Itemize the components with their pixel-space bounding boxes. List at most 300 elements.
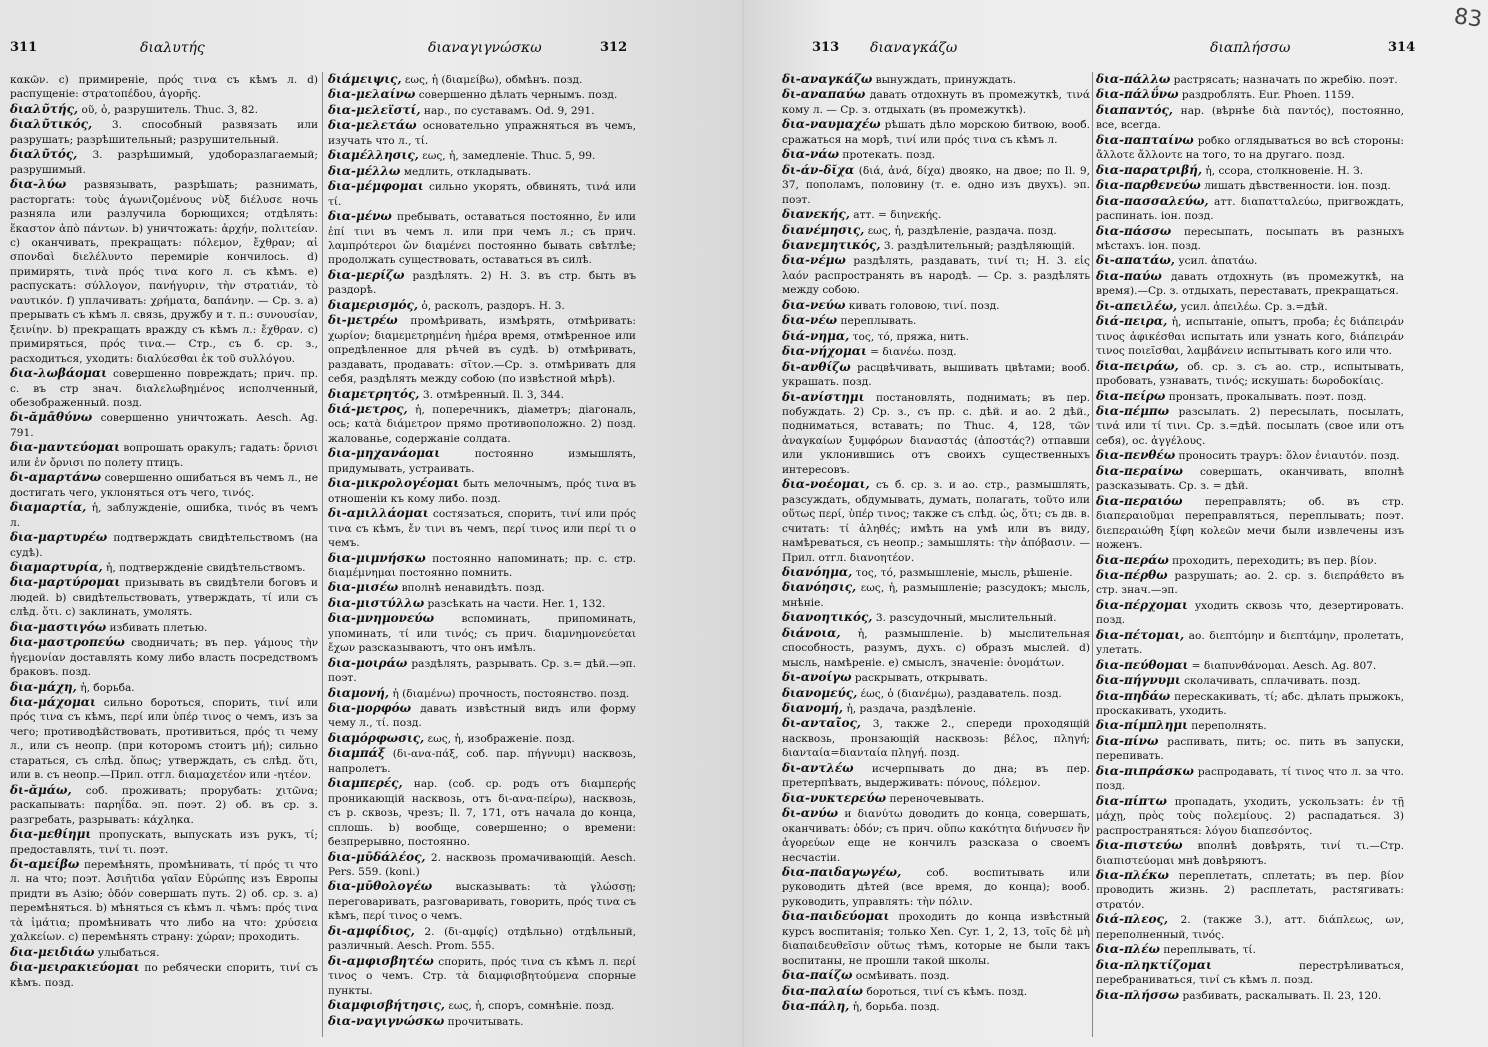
dictionary-entry: [328, 580, 636, 595]
entry-headword: διά-μετρος,: [328, 401, 408, 416]
dictionary-entry: [1096, 87, 1404, 102]
entry-headword: δια-πέμπω: [1096, 403, 1170, 418]
dictionary-entry: [328, 1014, 636, 1029]
entry-headword: δια-πίπτω: [1096, 793, 1167, 808]
entry-headword: δια-περάω: [1096, 552, 1169, 567]
entry-headword: διαμπάξ: [328, 746, 385, 761]
dictionary-entry: [10, 147, 318, 177]
entry-headword: δια-πέρθω: [1096, 567, 1168, 582]
entry-headword: δι-αμείβω: [10, 857, 80, 872]
dictionary-entry: [328, 118, 636, 148]
dictionary-entry: [782, 909, 1090, 968]
entry-headword: δια-πιπράσκω: [1096, 763, 1194, 778]
dictionary-entry: [1096, 314, 1404, 358]
dictionary-column-2: [328, 72, 636, 1042]
entry-definition: об. ср. з. съ ао. стр., испытывать, пробовать, узнавать, τινός; искушать: δωροδοκίαις.: [1096, 360, 1404, 388]
entry-headword: δι-μετρέω: [328, 313, 398, 328]
entry-headword: δια-μάχομαι: [10, 695, 96, 710]
entry-definition: состязаться, спорить, τινί или πρός τινα съ кѣмъ, ἔν τινι въ чемъ, περί τινος или περί τι о чемъ.: [328, 508, 636, 550]
entry-definition: 2. (также 3.), атт. διάπλεως, ων, переполненный, τινός.: [1096, 914, 1404, 941]
dictionary-entry: [10, 945, 318, 960]
dictionary-entry: [782, 806, 1090, 865]
entry-definition: атт. = διηνεκής.: [853, 209, 942, 222]
dictionary-entry: [1096, 448, 1404, 463]
entry-headword: διαμπερές,: [328, 776, 403, 791]
entry-headword: διά-νημα,: [782, 328, 850, 343]
entry-headword: δια-νέμω: [782, 253, 846, 268]
entry-definition: рѣшать дѣло морскою битвою, вооб. сражаться на морѣ, τινί или πρός τινα съ кѣмъ л.: [782, 119, 1090, 146]
entry-headword: δια-πασσαλεύω,: [1096, 193, 1209, 208]
dictionary-entry: [782, 716, 1090, 760]
entry-definition: перестрѣливаться, перебраниваться, τινί съ кѣмъ л. позд.: [1096, 959, 1404, 987]
entry-definition: кивать головою, τινί. позд.: [848, 299, 1000, 312]
entry-definition: сводничать; въ пер. γάμους τὴν ἡγεμονίαν доставлять кому либо власть посредствомъ браковъ. позд.: [10, 637, 318, 679]
dictionary-entry: [782, 360, 1090, 390]
dictionary-entry: [328, 164, 636, 179]
entry-definition: избивать плетью.: [109, 621, 208, 634]
entry-headword: δια-νοέομαι,: [782, 477, 870, 492]
dictionary-entry: [328, 402, 636, 446]
entry-headword: δια-μαρτυρέω: [10, 530, 108, 545]
entry-definition: 3. разрѣшимый, удоборазлагаемый; разрушимый.: [10, 149, 318, 176]
entry-definition: сильно бороться, спорить, τινί или πρός τινα съ кѣмъ, περί или ὑπέρ τινος о чемъ, изъ за чего; противодѣйствовать, противиться, πρός τι чему л., или съ неопр. (при которомъ стоитъ μή); сильно стараться, съ слѣд. ὅπως; утверждать, съ слѣд. ὅτι, или в. съ неопр.—Прил. отгл. διαμαχετέον или -ητέον.: [10, 697, 318, 782]
dictionary-entry: [328, 476, 636, 506]
entry-headword: δια-μερίζω: [328, 267, 405, 282]
dictionary-entry: [328, 446, 636, 476]
dictionary-entry: [10, 680, 318, 695]
entry-definition: усил. ἀπειλέω. Ср. з.=дѣй.: [1180, 300, 1328, 313]
entry-headword: δια-ναυμαχέω: [782, 117, 881, 132]
dictionary-entry: [1096, 628, 1404, 658]
entry-definition: исчерпывать до дна; въ пер. претерпѣвать, выдерживать: πόνους, πόλεμον.: [782, 762, 1090, 790]
entry-headword: διαμαρτυρία,: [10, 559, 103, 574]
dictionary-entry: [1096, 764, 1404, 794]
handwritten-page-note: 83: [1452, 4, 1484, 33]
entry-headword: δια-μένω: [328, 209, 392, 224]
dictionary-entry: [782, 298, 1090, 313]
entry-headword: δι-απειλέω,: [1096, 298, 1178, 313]
entry-headword: διανοητικός,: [782, 610, 873, 625]
dictionary-entry: [328, 686, 636, 701]
entry-definition: раздроблять. Eur. Phoen. 1159.: [1181, 89, 1355, 102]
entry-headword: δια-πλέκω: [1096, 868, 1169, 883]
dictionary-entry: [328, 551, 636, 581]
entry-definition: ἡ, ссора, столкновеніе. H. З.: [1205, 164, 1364, 177]
entry-definition: сильно укорять, обвинять, τινά или τί.: [328, 181, 636, 208]
entry-definition: ὁ, расколъ, раздоръ. H. 3.: [421, 299, 565, 312]
entry-definition: ἡ (διαμένω) прочность, постоянство. позд.: [392, 687, 630, 700]
entry-definition: проходить до конца извѣстный курсъ воспитанія; только Xen. Cyr. 1, 2, 13, τοῖς δὲ μὴ διαπαιδευθεῖσιν οὕτως тѣмъ, которые не были такъ воспитаны, не прошли такой школы.: [782, 911, 1090, 967]
entry-headword: δια-μοιράω: [328, 655, 408, 670]
entry-headword: διαμονή,: [328, 685, 390, 700]
entry-headword: δια-μῡδάλέος,: [328, 849, 426, 864]
entry-definition: перемѣнять, промѣнивать, τί πρός τι что л. на что; поэт. Ἀσιῆτιδα γαῖαν Εὐρώπης изъ Европы придти въ Азію; ὁδόν совершать путь. 2) об. ср. з. a) перемѣняться. b) мѣняться съ кѣмъ л. чѣмъ: πρός τινα τὰ ἱμάτια; промѣнивать что либо на что: χρύσεια χαλκείων. c) перемѣнять страну: χώραν; проходить.: [10, 859, 318, 944]
entry-definition: атт. διαπατταλεύω, пригвождать, распинать. іон. позд.: [1096, 195, 1404, 223]
entry-headword: διανομή,: [782, 701, 844, 716]
dictionary-entry: [1096, 178, 1404, 193]
entry-definition: εως, ἡ, размышленіе; разсудокъ; мысль, мнѣніе.: [782, 582, 1090, 609]
dictionary-entry: [1096, 942, 1404, 957]
dictionary-entry: [1096, 269, 1404, 299]
entry-headword: δια-μιμνήσκω: [328, 550, 426, 565]
dictionary-entry: [1096, 72, 1404, 87]
entry-definition: основательно упражняться въ чемъ, изучать что л., τί.: [328, 120, 636, 147]
entry-definition: переполнять.: [1191, 720, 1267, 733]
entry-headword: δι-ᾰμάω,: [10, 782, 72, 797]
entry-definition: проносить трауръ: ὅλον ἐνιαυτόν. позд.: [1178, 450, 1400, 463]
entry-definition: переплывать, τί.: [1163, 944, 1256, 957]
entry-headword: δια-παύω: [1096, 268, 1162, 283]
dictionary-entry: [1096, 958, 1404, 988]
entry-definition: переплетать, сплетать; въ пер. βίον проводить жизнь. 2) расплетать, растягивать: στρατόν.: [1096, 870, 1404, 911]
entry-headword: δια-πιστεύω: [1096, 838, 1183, 853]
dictionary-entry: [1096, 912, 1404, 942]
entry-headword: δια-πειράω,: [1096, 358, 1179, 373]
entry-definition: по ребячески спорить, τινί съ кѣмъ. позд.: [10, 962, 318, 989]
dictionary-entry: [782, 984, 1090, 999]
entry-headword: δι-αμιλλάομαι: [328, 506, 429, 521]
entry-definition: ἡ, заблужденіе, ошибка, τινός въ чемъ л.: [10, 502, 318, 529]
entry-headword: δια-πάλλω: [1096, 72, 1171, 86]
entry-headword: δια-μαρτύρομαι: [10, 575, 121, 590]
entry-headword: διανόημα,: [782, 564, 853, 579]
entry-definition: ἡ, размышленіе. b) мыслительная способность, разумъ, духъ. c) образъ мыслей. d) мысль, намѣреніе. e) смыслъ, значеніе: ὀνομάτων.: [782, 627, 1090, 669]
entry-definition: εως, ἡ, споръ, сомнѣніе. позд.: [448, 1000, 615, 1013]
entry-definition: спорить, πρός τινα съ кѣмъ л. περί τινος о чемъ. Стр. τὰ διαμφισβητούμενα спорные пункты.: [328, 955, 636, 997]
entry-definition: 2. (δι-αμφίς) отдѣльно) отдѣльный, различный. Aesch. Prom. 555.: [328, 925, 636, 953]
entry-headword: δι-ανίστημι: [782, 389, 865, 404]
entry-headword: δι-ανοίγω: [782, 670, 852, 685]
entry-definition: соб. проживать; прорубать: χιτῶνα; раскапывать: παρηΐδα. эп. поэт. 2) об. въ ср. з. разгребать, разрывать: κάχληκα.: [10, 784, 318, 826]
dictionary-entry: [782, 117, 1090, 147]
entry-definition: протекать. позд.: [842, 149, 936, 162]
entry-definition: пропадать, уходить, ускользать: ἐν τῇ μάχῃ, πρὸς τοὺς πολεμίους. 2) распадаться. 3) распространяться: λόγου διαπεσόντος.: [1096, 795, 1404, 837]
entry-headword: διανόησις,: [782, 580, 857, 595]
entry-headword: διανομεύς,: [782, 685, 858, 700]
dictionary-entry: [1096, 794, 1404, 838]
entry-definition: прочитывать.: [447, 1015, 524, 1028]
entry-definition: совершенно уничтожать. Aesch. Ag. 791.: [10, 412, 318, 439]
entry-headword: δια-πλέω: [1096, 942, 1160, 957]
entry-headword: διανεμητικός,: [782, 237, 881, 252]
entry-headword: δια-πηδάω: [1096, 688, 1171, 703]
dictionary-entry: [328, 148, 636, 163]
dictionary-entry: [782, 344, 1090, 359]
entry-headword: δια-νεύω: [782, 297, 846, 312]
entry-headword: διαμέλλησις,: [328, 148, 419, 163]
entry-headword: διάμειψις,: [328, 72, 402, 86]
dictionary-entry: [1096, 359, 1404, 389]
dictionary-entry: [10, 960, 318, 990]
entry-headword: δια-μειρακιεύομαι: [10, 960, 140, 975]
dictionary-entry: [10, 440, 318, 470]
dictionary-entry: [1096, 163, 1404, 178]
dictionary-entry: [328, 72, 636, 87]
dictionary-entry: [10, 635, 318, 679]
entry-definition: постоянно напоминать; пр. с. стр. διαμέμνημαι постоянно помнить.: [328, 552, 636, 579]
dictionary-entry: [782, 238, 1090, 253]
entry-definition: ἡ, борьба.: [80, 681, 135, 694]
entry-headword: δια-παιδαγωγέω,: [782, 865, 902, 880]
dictionary-entry: [10, 72, 318, 102]
entry-definition: = διανέω. позд.: [870, 346, 957, 359]
entry-headword: δια-λωβάομαι: [10, 366, 107, 381]
entry-definition: разбивать, раскалывать. Il. 23, 120.: [1182, 989, 1382, 1002]
dictionary-entry: [328, 701, 636, 731]
entry-definition: давать отдохнуть (въ промежуткѣ, на время).—Ср. з. отдыхать, переставать, прекращаться.: [1096, 270, 1404, 298]
entry-headword: δι-αντλέω: [782, 760, 854, 775]
entry-headword: δια-λύω: [10, 177, 67, 192]
entry-definition: вопрошать оракулъ; гадать: ὄρνισι или ἐν ὄρνισι по полету птицъ.: [10, 442, 318, 469]
entry-headword: δια-πάλη,: [782, 999, 850, 1014]
entry-definition: усил. ἀπατάω.: [1178, 255, 1258, 268]
entry-headword: δια-μικρολογέομαι: [328, 476, 460, 491]
dictionary-entry: [10, 575, 318, 619]
entry-definition: ἡ, поперечникъ, діаметръ; діагональ, ось; κατὰ διάμετρον прямо противоположно. 2) позд. жалованье, содержаніе солдата.: [328, 403, 636, 445]
entry-headword: δια-πληκτίζομαι: [1096, 957, 1212, 972]
entry-headword: δι-ανθίζω: [782, 359, 851, 374]
entry-definition: κακῶν. c) примиреніе, πρός τινα съ кѣмъ л. d) распущеніе: στρατοπέδου, ἀγορῆς.: [10, 74, 318, 101]
entry-definition: раздѣлять, разрывать. Ср. з.= дѣй.—эп. поэт.: [328, 657, 636, 685]
entry-headword: δι-αμαρτάνω: [10, 470, 102, 485]
entry-headword: δια-πίνω: [1096, 733, 1159, 748]
entry-headword: δι-ανταῖος,: [782, 716, 861, 731]
dictionary-entry: [1096, 404, 1404, 448]
dictionary-entry: [328, 879, 636, 923]
guide-word-last: διαναγιγνώσκω: [428, 40, 542, 56]
entry-definition: οῦ, ὁ, разрушитель. Thuc. 3, 82.: [81, 103, 258, 116]
dictionary-entry: [1096, 988, 1404, 1003]
dictionary-entry: [10, 500, 318, 530]
entry-headword: δια-πήγνυμι: [1096, 673, 1181, 688]
entry-definition: 3. способный развязать или разрушать; разрѣшительный; разрушительный.: [10, 119, 318, 146]
dictionary-entry: [782, 147, 1090, 162]
entry-headword: δια-περαιόω: [1096, 493, 1183, 508]
dictionary-entry: [782, 565, 1090, 580]
entry-definition: сколачивать, сплачивать. позд.: [1184, 675, 1361, 688]
dictionary-entry: [1096, 299, 1404, 314]
entry-definition: разсылать. 2) пересылать, посылать, τινά или τί τινι. Ср. з.=дѣй. посылать (свое или отъ себя), ос. ἀγγέλους.: [1096, 405, 1404, 447]
entry-headword: δια-μιστύλλω: [328, 595, 425, 610]
entry-headword: δια-παλαίω: [782, 983, 863, 998]
dictionary-entry: [10, 695, 318, 783]
entry-headword: δια-νέω: [782, 313, 838, 328]
entry-definition: 3. разсудочный, мыслительный.: [875, 612, 1057, 625]
dictionary-entry: [1096, 838, 1404, 868]
entry-headword: δια-πάλΰνω: [1096, 87, 1179, 102]
entry-headword: δια-πάσσω: [1096, 223, 1172, 238]
entry-definition: вынуждать, принуждать.: [875, 74, 1017, 86]
entry-definition: промѣривать, измѣрять, отмѣривать: χωρίον; διαμεμετρημένη ἡμέρα время, отмѣренное или опредѣленное для рѣчей въ судѣ. b) отмѣривать, раздавать, продавать: σῖτον.—Ср. з. отмѣривать для себя, раздѣлять между собою (по извѣстной мѣрѣ).: [328, 315, 636, 386]
dictionary-entry: [782, 761, 1090, 791]
entry-headword: δια-νάω: [782, 147, 840, 162]
entry-headword: δια-πεύθομαι: [1096, 657, 1189, 672]
entry-definition: осмѣивать. позд.: [855, 970, 950, 983]
dictionary-entry: [1096, 494, 1404, 553]
dictionary-entry: [782, 390, 1090, 478]
entry-headword: δια-παπταίνω: [1096, 132, 1194, 147]
entry-definition: совершенно повреждать; прич. пр. с. въ стр знач. διαλελωβημένος исполченный, обезображенный. позд.: [10, 368, 318, 409]
entry-definition: пересыпать, посыпать въ разныхъ мѣстахъ. іон. позд.: [1096, 225, 1404, 252]
dictionary-entry: [1096, 689, 1404, 719]
entry-headword: διαπαντός,: [1096, 102, 1173, 117]
dictionary-entry: [328, 998, 636, 1013]
entry-headword: δι-αμφίδιος,: [328, 923, 415, 938]
dictionary-entry: [1096, 658, 1404, 673]
entry-definition: = διαπυνθάνομαι. Aesch. Ag. 807.: [1191, 659, 1377, 672]
entry-headword: διαλῦτής,: [10, 101, 79, 116]
dictionary-entry: [10, 530, 318, 560]
entry-headword: δια-παίζω: [782, 968, 853, 983]
dictionary-entry: [782, 670, 1090, 685]
dictionary-entry: [10, 620, 318, 635]
dictionary-entry: [328, 313, 636, 386]
entry-definition: ἡ, испытаніе, опытъ, проба; ἐς διάπειράν τινος ἀφικέσθαι испытать или узнать кого, διάπειράν τινος ποιεῖσθαι, λαμβάνειν испытывать кого или что.: [1096, 316, 1404, 358]
entry-headword: δια-παρατριβή,: [1096, 162, 1202, 177]
entry-headword: δι-αμφισβητέω: [328, 953, 434, 968]
dictionary-entry: [328, 179, 636, 209]
dictionary-entry: [10, 560, 318, 575]
entry-definition: έως, ὁ (διανέμω), раздаватель. позд.: [860, 687, 1062, 700]
dictionary-column-1: [10, 72, 318, 1042]
dictionary-entry: [328, 506, 636, 550]
dictionary-entry: [328, 850, 636, 880]
entry-headword: δι-αναπαύω: [782, 87, 866, 102]
entry-definition: распродавать, τί τινος что л. за что. позд.: [1096, 765, 1404, 793]
dictionary-column-4: [1096, 72, 1404, 1042]
entry-headword: δι-ανύω: [782, 806, 839, 821]
dictionary-entry: [782, 865, 1090, 909]
column-divider: [322, 72, 323, 1037]
entry-definition: лишать дѣвственности. іон. позд.: [1204, 180, 1391, 193]
dictionary-entry: [782, 223, 1090, 238]
entry-definition: 3. отмѣренный. Il. 3, 344.: [422, 388, 564, 401]
entry-headword: διαλῦτικός,: [10, 117, 93, 132]
entry-headword: δι-άν-δῐχα: [782, 162, 855, 177]
entry-headword: δια-μάχη,: [10, 679, 77, 694]
dictionary-entry: [782, 580, 1090, 610]
entry-definition: распивать, пить; ос. пить въ запуски, перепивать.: [1096, 735, 1404, 763]
entry-definition: давать извѣстный видъ или форму чему л., τί. позд.: [328, 703, 636, 730]
entry-definition: переплывать.: [840, 315, 917, 328]
dictionary-entry: [10, 366, 318, 410]
dictionary-entry: [328, 87, 636, 102]
entry-definition: нар. (вѣрнѣе διὰ παντός), постоянно, все, всегда.: [1096, 104, 1404, 132]
entry-headword: δια-πλήσσω: [1096, 987, 1180, 1002]
entry-headword: δια-μηχανάομαι: [328, 446, 441, 461]
entry-headword: διαμφισβήτησις,: [328, 998, 445, 1013]
entry-headword: διά-πειρα,: [1096, 314, 1168, 329]
entry-headword: δια-μισέω: [328, 580, 399, 595]
entry-headword: δια-πείρω: [1096, 388, 1166, 403]
entry-definition: 3. раздѣлительный; раздѣляющій.: [883, 239, 1076, 252]
dictionary-entry: [782, 626, 1090, 670]
dictionary-entry: [1096, 253, 1404, 268]
entry-definition: переночевывать.: [889, 792, 985, 805]
dictionary-entry: [782, 72, 1090, 87]
dictionary-entry: [10, 857, 318, 945]
entry-definition: разсѣкать на части. Her. 1, 132.: [427, 597, 606, 610]
entry-headword: δι-ᾰμᾱθύνω: [10, 410, 93, 425]
entry-headword: δια-μαστιγόω: [10, 619, 107, 634]
entry-headword: δια-μελαίνω: [328, 87, 416, 102]
entry-headword: διαμετρητός,: [328, 386, 420, 401]
dictionary-entry: [782, 329, 1090, 344]
entry-headword: δια-μαντεύομαι: [10, 440, 120, 455]
dictionary-entry: [1096, 224, 1404, 254]
entry-definition: раздѣлять, раздавать, τινί τι; H. 3. εἰς λαόν распространять въ народѣ. — Ср. з. раздѣлять между собою.: [782, 255, 1090, 297]
entry-headword: δια-περαίνω: [1096, 463, 1183, 478]
entry-definition: совершать, оканчивать, вполнѣ разсказывать. Ср. з. = дѣй.: [1096, 465, 1404, 493]
entry-headword: δια-παιδεύομαι: [782, 909, 890, 924]
entry-headword: διαμαρτία,: [10, 500, 87, 515]
entry-definition: робко оглядываться во всѣ стороны: ἄλλοτε ἄλλοντε на того, то на другаго. позд.: [1096, 134, 1404, 162]
dictionary-entry: [782, 999, 1090, 1014]
dictionary-entry: [10, 177, 318, 366]
entry-headword: δια-ναγιγνώσκω: [328, 1013, 445, 1028]
dictionary-entry: [782, 87, 1090, 117]
entry-headword: δια-νήχομαι: [782, 344, 867, 359]
entry-definition: уходить сквозь что, дезертировать. позд.: [1096, 599, 1404, 627]
dictionary-entry: [782, 610, 1090, 625]
dictionary-entry: [782, 207, 1090, 222]
dictionary-entry: [1096, 194, 1404, 224]
entry-definition: разрушать; ао. 2. ср. з. διεπράθετο въ стр. знач.—эп.: [1096, 569, 1404, 597]
entry-definition: совершенно ошибаться въ чемъ л., не достигать чего, уклоняться отъ чего, τινός.: [10, 472, 318, 499]
dictionary-entry: [10, 470, 318, 500]
dictionary-entry: [1096, 718, 1404, 733]
entry-headword: διανέμησις,: [782, 222, 865, 237]
dictionary-entry: [782, 253, 1090, 297]
right-page: [744, 0, 1488, 1047]
entry-definition: εως, ἡ, раздѣленіе, раздача. позд.: [867, 224, 1057, 237]
entry-definition: вполнѣ ненавидѣть. позд.: [401, 582, 545, 595]
dictionary-entry: [782, 791, 1090, 806]
dictionary-entry: [1096, 553, 1404, 568]
entry-headword: δια-μεθίημι: [10, 827, 92, 842]
entry-headword: διάνοια,: [782, 625, 841, 640]
dictionary-entry: [10, 827, 318, 857]
dictionary-column-3: [782, 72, 1090, 1042]
guide-word-first: διαναγκάζω: [870, 40, 958, 56]
entry-headword: δια-μελεϊστί,: [328, 102, 421, 117]
dictionary-entry: [1096, 568, 1404, 598]
dictionary-entry: [328, 596, 636, 611]
entry-definition: улыбаться.: [97, 946, 160, 959]
entry-headword: δι-απατάω,: [1096, 253, 1175, 268]
page-number-313: 313: [812, 40, 840, 55]
entry-definition: совершенно дѣлать чернымъ. позд.: [418, 89, 618, 102]
entry-definition: τος, τό, размышленіе, мысль, рѣшеніе.: [855, 566, 1073, 579]
dictionary-entry: [10, 783, 318, 827]
entry-definition: призывать въ свидѣтели боговъ и людей. b) свидѣтельствовать, утверждать, τί или съ слѣд. ὅτι. c) заклинать, умолять.: [10, 577, 318, 619]
entry-headword: δια-μῡθολογέω: [328, 879, 433, 894]
entry-headword: δια-μαστροπεύω: [10, 635, 125, 650]
entry-headword: δια-μνημονεύω: [328, 611, 435, 626]
entry-definition: ао. διεπτόμην и διεπτάμην, пролетать, улетать.: [1096, 629, 1404, 657]
entry-headword: δια-νυκτερεύω: [782, 790, 887, 805]
dictionary-entry: [328, 731, 636, 746]
dictionary-entry: [328, 954, 636, 998]
entry-definition: вспоминать, припоминать, упоминать, τί или τινός; съ прич. διαμνημονεύεται ἔχων разсказываютъ, что онъ имѣлъ.: [328, 613, 636, 655]
entry-definition: εως, ἡ, замедленіе. Thuc. 5, 99.: [422, 150, 596, 163]
page-number-311: 311: [10, 40, 38, 55]
entry-headword: διαμόρφωσις,: [328, 730, 425, 745]
entry-definition: высказывать: τὰ γλώσσῃ; переговаривать, разговаривать, говорить, πρός τινα съ кѣмъ, περί τινος о чемъ.: [328, 881, 636, 923]
dictionary-entry: [782, 163, 1090, 207]
entry-definition: (δι-ανα-πάξ, соб. пар. πήγνυμι) насквозь, напролетъ.: [328, 748, 636, 775]
entry-definition: пронзать, прокалывать. поэт. позд.: [1168, 390, 1367, 403]
